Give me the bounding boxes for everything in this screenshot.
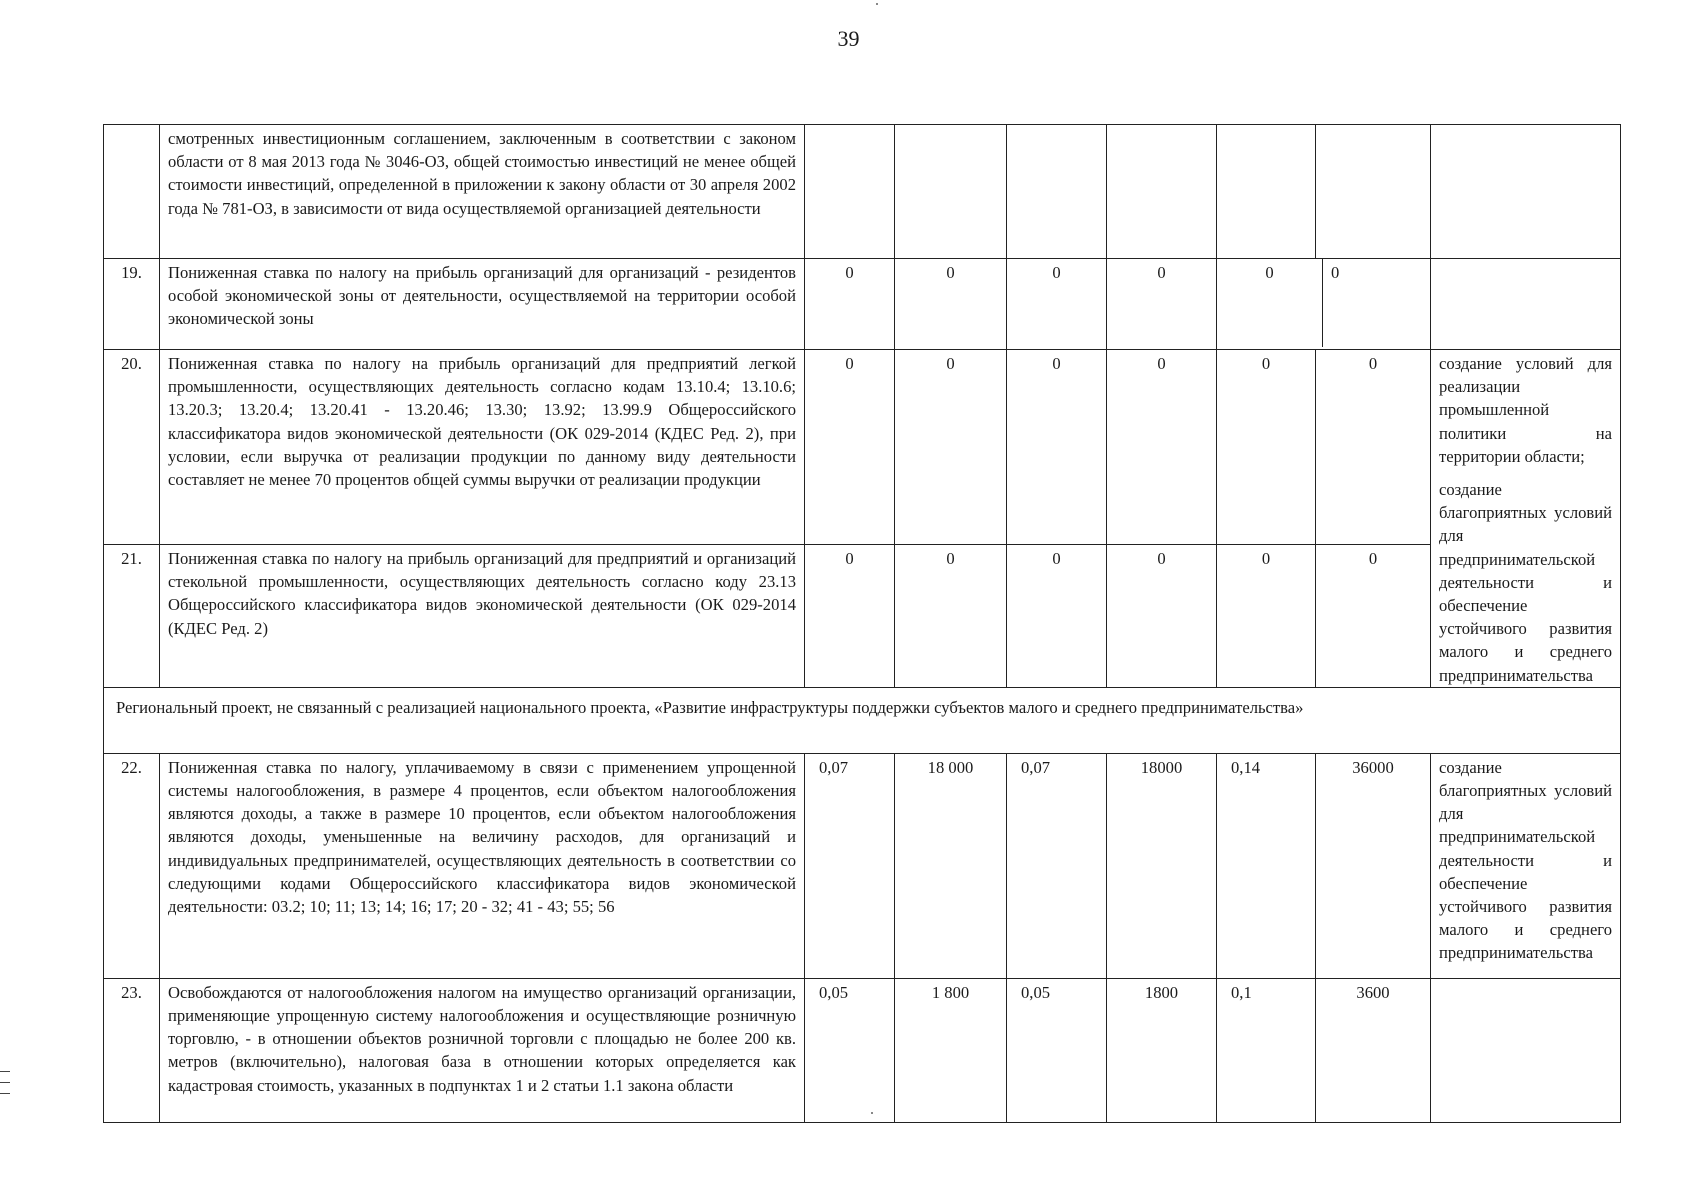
goal-cell bbox=[1431, 350, 1621, 688]
goal-cell bbox=[1431, 125, 1621, 259]
scan-dot bbox=[876, 3, 878, 5]
row-number bbox=[104, 125, 160, 259]
value-cell bbox=[805, 125, 895, 259]
value-cell: 0 bbox=[1007, 259, 1107, 350]
value-cell: 0,07 bbox=[805, 753, 895, 978]
tax-benefits-table bbox=[103, 124, 1621, 1123]
value-cell: 0,05 bbox=[805, 978, 895, 1122]
benefit-description: Пониженная ставка по налогу на прибыль организаций для предприятий легкой промышленности, осуществляющих деятельность согласно кодам 13.10.4; 13.10.6; 13.20.3; 13.20.4; 13.20.41 - 13.20.46; 13.30; 13.92; 13.99.9 Общероссийского классификатора видов экономической деятельности (ОК 029-2014 (КДЕС Ред. 2), при условии, если выручка от реализации продукции по данному виду деятельности составляет не менее 70 процентов общей суммы выручки от реализации продукции bbox=[160, 350, 805, 545]
benefit-description: смотренных инвестиционным соглашением, заключенным в соответствии с законом области от 8 мая 2013 года № 3046-ОЗ, общей стоимостью инвестиций не менее общей стоимости инвестиций, определенной в приложении к закону области от 30 апреля 2002 года № 781-ОЗ, в зависимости от вида осуществляемой организацией деятельности bbox=[160, 125, 805, 259]
margin-mark bbox=[0, 1082, 10, 1083]
value-cell: 0 bbox=[895, 544, 1007, 687]
table-row bbox=[104, 544, 1621, 687]
value-cell bbox=[1107, 125, 1217, 259]
value-cell: 0 bbox=[805, 544, 895, 687]
value-cell: 0 bbox=[1265, 263, 1274, 282]
value-cell bbox=[1316, 125, 1431, 259]
table-row bbox=[104, 350, 1621, 545]
goal-text: создание благоприятных условий для предпринимательской деятельности и обеспечение устойчивого развития малого и среднего предпринимательства bbox=[1439, 757, 1612, 963]
margin-mark bbox=[0, 1093, 10, 1094]
value-cell: 18000 bbox=[1107, 753, 1217, 978]
value-cell: 0 bbox=[805, 350, 895, 545]
value-cell: 0 bbox=[895, 259, 1007, 350]
value-cell bbox=[1007, 125, 1107, 259]
goal-cell bbox=[1431, 259, 1621, 350]
row-number: 19. bbox=[104, 259, 160, 350]
value-cell: 0,14 bbox=[1217, 753, 1316, 978]
benefit-description: Пониженная ставка по налогу на прибыль организаций для предприятий и организаций стекольной промышленности, осуществляющих деятельность согласно коду 23.13 Общероссийского классификатора видов экономической деятельности (ОК 029-2014 (КДЕС Ред. 2) bbox=[160, 544, 805, 687]
goal-text: создание условий для реализации промышленной политики на территории области; bbox=[1439, 354, 1612, 466]
row-number: 21. bbox=[104, 544, 160, 687]
row-number: 22. bbox=[104, 753, 160, 978]
benefit-description: Освобождаются от налогообложения налогом на имущество организаций организации, применяющие упрощенную систему налогообложения и осуществляющие розничную торговлю, - в отношении объектов розничной торговли с площадью не более 200 кв. метров (включительно), налоговая база в отношении которых определяется как кадастровая стоимость, указанных в подпунктах 1 и 2 статьи 1.1 закона области bbox=[160, 978, 805, 1122]
value-cell: 3600 bbox=[1316, 978, 1431, 1122]
value-cell: 1800 bbox=[1107, 978, 1217, 1122]
value-cell: 0 bbox=[1107, 350, 1217, 545]
regional-project-heading: Региональный проект, не связанный с реализацией национального проекта, «Развитие инфраструктуры поддержки субъектов малого и среднего предпринимательства» bbox=[104, 687, 1621, 753]
value-cell bbox=[1217, 125, 1316, 259]
goal-cell bbox=[1431, 753, 1621, 978]
scan-dot bbox=[871, 1112, 873, 1114]
benefit-description: Пониженная ставка по налогу на прибыль организаций для организаций - резидентов особой экономической зоны от деятельности, осуществляемой на территории особой экономической зоны bbox=[160, 259, 805, 350]
value-cell bbox=[895, 125, 1007, 259]
row-number: 20. bbox=[104, 350, 160, 545]
table-row bbox=[104, 259, 1621, 350]
goal-text: создание благоприятных условий для предпринимательской деятельности и обеспечение устойчивого развития малого и среднего предпринимательства bbox=[1439, 480, 1612, 685]
value-cell: 0,05 bbox=[1007, 978, 1107, 1122]
value-cell: 0 bbox=[1007, 544, 1107, 687]
value-cell: 0 bbox=[1316, 544, 1431, 687]
value-cell: 36000 bbox=[1316, 753, 1431, 978]
value-cell: 0 bbox=[1217, 544, 1316, 687]
value-cell: 18 000 bbox=[895, 753, 1007, 978]
value-cell: 0 bbox=[1107, 259, 1217, 350]
value-cell: 0 bbox=[895, 350, 1007, 545]
value-cell: 0,07 bbox=[1007, 753, 1107, 978]
value-cell: 0 bbox=[1107, 544, 1217, 687]
table-row bbox=[104, 125, 1621, 259]
row-number: 23. bbox=[104, 978, 160, 1122]
benefit-description: Пониженная ставка по налогу, уплачиваемому в связи с применением упрощенной системы налогообложения, в размере 4 процентов, если объектом налогообложения являются доходы, а также в размере 10 процентов, если объектом налогообложения являются доходы, уменьшенные на величину расходов, для организаций и индивидуальных предпринимателей, осуществляющих деятельность в соответствии со следующими кодами Общероссийского классификатора видов экономической деятельности: 03.2; 10; 11; 13; 14; 16; 17; 20 - 32; 41 - 43; 55; 56 bbox=[160, 753, 805, 978]
table-row bbox=[104, 687, 1621, 753]
page-number: 39 bbox=[837, 26, 860, 51]
value-cell: 0 bbox=[805, 259, 895, 350]
table-row bbox=[104, 753, 1621, 978]
value-cell-pair bbox=[1217, 259, 1431, 350]
value-cell: 1 800 bbox=[895, 978, 1007, 1122]
margin-mark bbox=[0, 1071, 10, 1072]
value-cell: 0,1 bbox=[1217, 978, 1316, 1122]
value-cell: 0 bbox=[1316, 350, 1431, 545]
goal-cell bbox=[1431, 978, 1621, 1122]
value-cell: 0 bbox=[1007, 350, 1107, 545]
table-row bbox=[104, 978, 1621, 1122]
value-cell: 0 bbox=[1217, 350, 1316, 545]
value-cell: 0 bbox=[1322, 259, 1430, 347]
